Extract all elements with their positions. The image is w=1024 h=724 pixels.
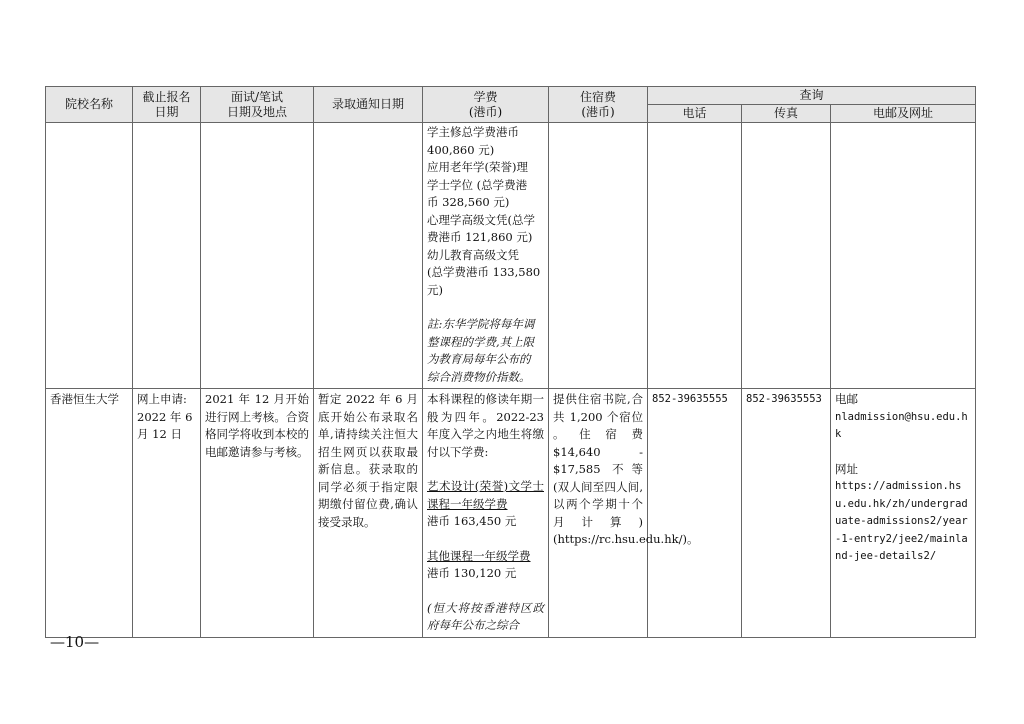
cell-empty	[549, 123, 648, 389]
tuition-line: 400,860 元)	[427, 142, 495, 157]
cell-empty	[133, 123, 201, 389]
cell-interview: 2021 年 12 月开始进行网上考核。合资格同学将收到本校的电邮邀请参与考核。	[201, 389, 314, 638]
tuition-note-line: 综合消费物价指数。	[427, 369, 531, 384]
cell-empty	[314, 123, 423, 389]
email-label: 电邮	[835, 392, 858, 406]
header-interview: 面试/笔试 日期及地点	[201, 87, 314, 123]
cell-deadline: 网上申请: 2022 年 6 月 12 日	[133, 389, 201, 638]
tuition-note-line: 为教育局每年公布的	[427, 352, 531, 366]
tuition-intro: 本科课程的修读年期一般为四年。2022-23 年度入学之内地生将缴付以下学费:	[427, 392, 544, 459]
tuition-line: (总学费港币 133,580	[427, 265, 541, 279]
tuition-line: 幼儿教育高级文凭	[427, 247, 519, 262]
email-link[interactable]: nladmission@hsu.edu.hk	[835, 410, 968, 440]
cell-empty	[831, 123, 976, 389]
web-label: 网址	[835, 461, 858, 476]
cell-empty	[201, 123, 314, 389]
cell-empty	[648, 123, 742, 389]
tuition-note-line: 整课程的学费,其上限	[427, 334, 535, 349]
tuition-line: 币 328,560 元)	[427, 195, 510, 209]
tuition-line: 费港币 121,860 元)	[427, 230, 533, 244]
header-email-web: 电邮及网址	[831, 105, 976, 123]
header-deadline: 截止报名 日期	[133, 87, 201, 123]
admissions-table	[45, 86, 976, 638]
cell-tuition-continued	[423, 123, 549, 389]
tuition-other-label: 其他课程一年级学费	[427, 548, 531, 563]
tuition-note: (恒大将按香港特区政府每年公布之综合	[427, 600, 544, 632]
tuition-line: 学士学位 (总学费港	[427, 177, 528, 192]
cell-school: 香港恒生大学	[46, 389, 133, 638]
tuition-line: 元)	[427, 282, 443, 297]
tuition-line: 学主修总学费港币	[427, 125, 519, 139]
tuition-line: 应用老年学(荣誉)理	[427, 160, 528, 174]
cell-fax: 852-39635553	[742, 389, 831, 638]
cell-empty	[46, 123, 133, 389]
tuition-other-value: 港币 130,120 元	[427, 566, 517, 580]
header-school: 院校名称	[46, 87, 133, 123]
cell-empty	[742, 123, 831, 389]
tuition-note-line: 註:东华学院将每年调	[427, 317, 535, 331]
cell-housing: 提供住宿书院,合共 1,200 个宿位 。住宿费 $14,640 - $17,585 不等 (双人间至四人间,以两个学期十个月计算) (https://rc.hsu.edu.hk/)。	[549, 389, 648, 638]
web-link[interactable]: https://admission.hsu.edu.hk/zh/undergraduate-admissions2/year-1-entry2/jee2/mainland-jee-details2/	[835, 480, 968, 562]
header-fax: 传真	[742, 105, 831, 123]
cell-email-web	[831, 389, 976, 638]
tuition-art-value: 港币 163,450 元	[427, 514, 517, 528]
header-phone: 电话	[648, 105, 742, 123]
cell-phone: 852-39635555	[648, 389, 742, 638]
tuition-art-label: 艺术设计(荣誉)文学士课程一年级学费	[427, 479, 544, 511]
table-row-hsu	[46, 389, 976, 638]
header-housing: 住宿费 (港币)	[549, 87, 648, 123]
tuition-line: 心理学高级文凭(总学	[427, 212, 535, 227]
cell-tuition	[423, 389, 549, 638]
cell-notice: 暂定 2022 年 6 月底开始公布录取名单,请持续关注恒大招生网页以获取最新信息。获录取的同学必须于指定限期缴付留位费,确认接受录取。	[314, 389, 423, 638]
page-number: —10—	[50, 633, 100, 651]
header-tuition: 学费 (港币)	[423, 87, 549, 123]
header-notice: 录取通知日期	[314, 87, 423, 123]
header-inquiry: 查询	[648, 87, 976, 105]
table-row-continued	[46, 123, 976, 389]
